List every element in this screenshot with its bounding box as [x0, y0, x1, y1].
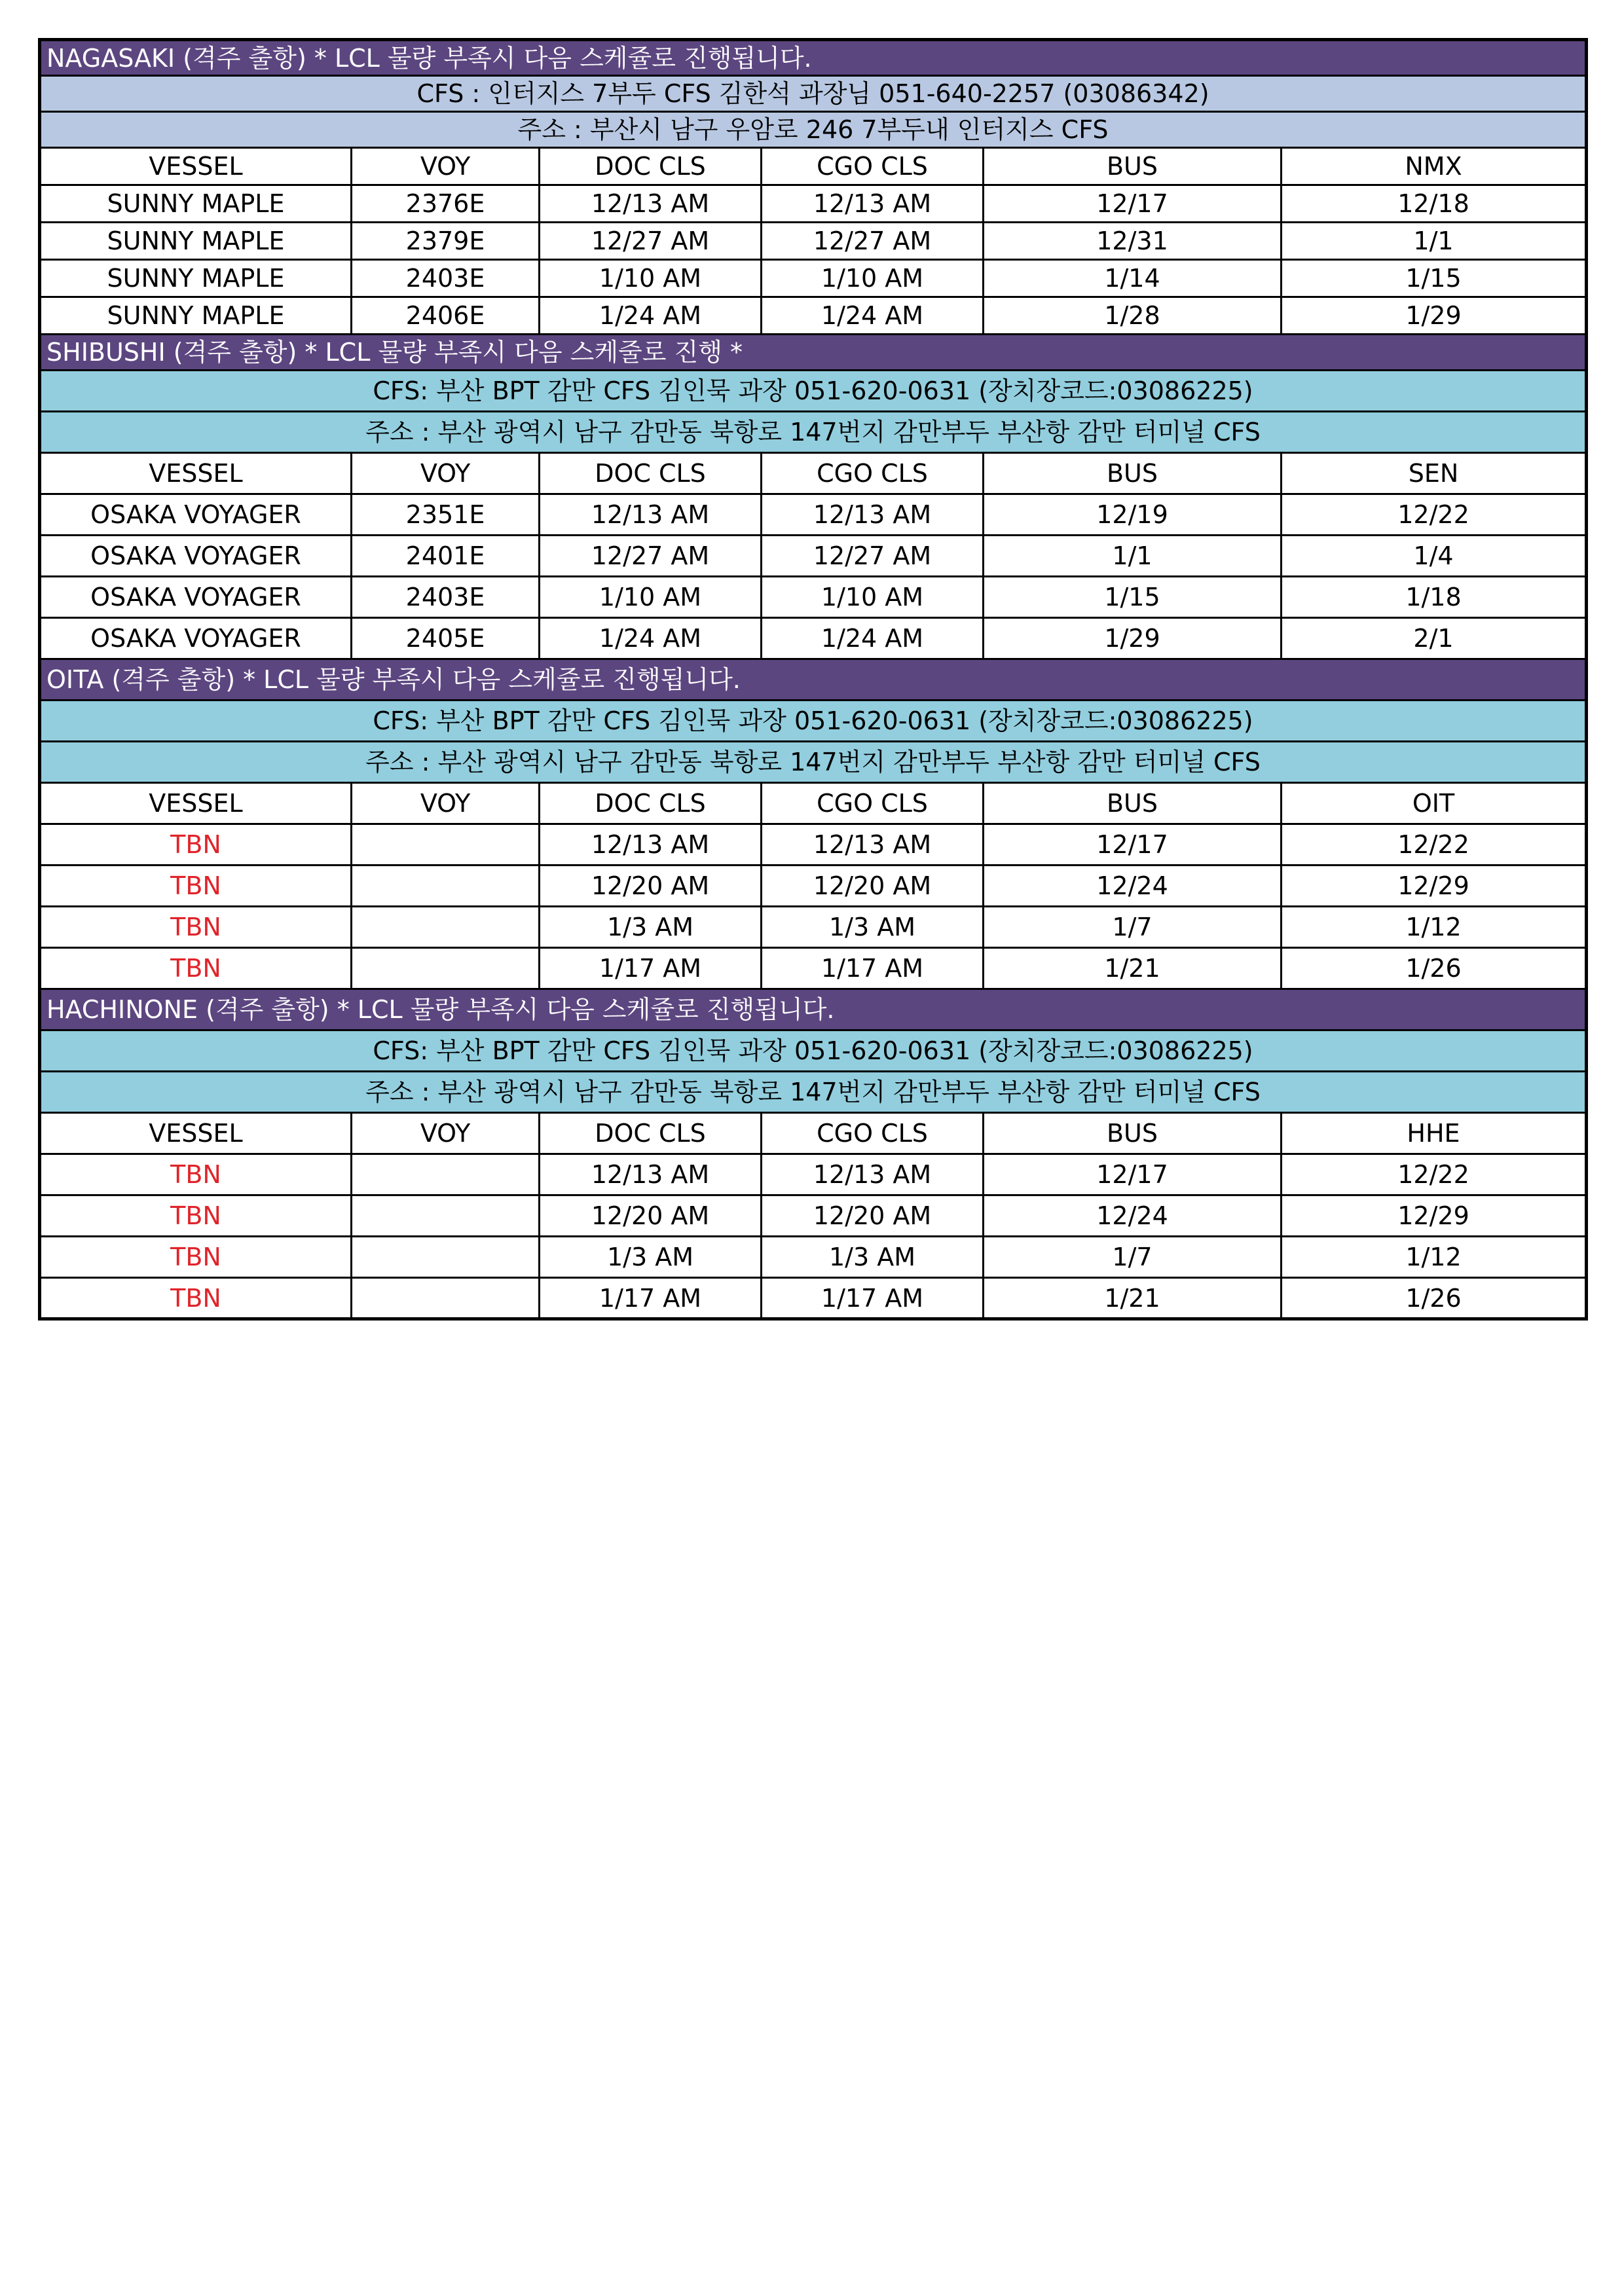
header-voy: VOY	[352, 148, 540, 185]
doc-cls-cell: 12/13 AM	[540, 824, 762, 866]
section-title-row	[40, 659, 1587, 701]
bus-cell: 12/24	[984, 866, 1282, 907]
bus-cell: 12/31	[984, 223, 1282, 260]
vessel-cell: OSAKA VOYAGER	[40, 494, 352, 536]
bus-cell: 1/21	[984, 948, 1282, 989]
destination-cell: 12/18	[1282, 185, 1587, 223]
vessel-cell: SUNNY MAPLE	[40, 297, 352, 335]
header-doc-cls: DOC CLS	[540, 453, 762, 494]
doc-cls-cell: 12/27 AM	[540, 536, 762, 577]
bus-cell: 1/14	[984, 260, 1282, 297]
vessel-cell: TBN	[40, 948, 352, 989]
header-voy: VOY	[352, 783, 540, 824]
destination-cell: 1/26	[1282, 1278, 1587, 1319]
section-title-row	[40, 989, 1587, 1030]
section-title-row	[40, 40, 1587, 76]
doc-cls-cell: 12/27 AM	[540, 223, 762, 260]
header-cgo-cls: CGO CLS	[762, 148, 984, 185]
cgo-cls-cell: 1/3 AM	[762, 907, 984, 948]
address-info: 주소 : 부산 광역시 남구 감만동 북항로 147번지 감만부두 부산항 감만 터미널 CFS	[40, 412, 1587, 453]
address-row	[40, 742, 1587, 783]
voy-cell	[352, 907, 540, 948]
cfs-info-row	[40, 701, 1587, 742]
destination-cell: 12/29	[1282, 866, 1587, 907]
address-info: 주소 : 부산 광역시 남구 감만동 북항로 147번지 감만부두 부산항 감만 터미널 CFS	[40, 1072, 1587, 1113]
cgo-cls-cell: 12/27 AM	[762, 536, 984, 577]
voy-cell	[352, 948, 540, 989]
section-title-row	[40, 335, 1587, 371]
cfs-info: CFS : 인터지스 7부두 CFS 김한석 과장님 051-640-2257 (03086342)	[40, 76, 1587, 112]
table-row	[40, 1278, 1587, 1319]
header-doc-cls: DOC CLS	[540, 148, 762, 185]
header-row	[40, 148, 1587, 185]
table-row	[40, 297, 1587, 335]
voy-cell	[352, 866, 540, 907]
table-row	[40, 907, 1587, 948]
section-title: SHIBUSHI (격주 출항) * LCL 물량 부족시 다음 스케줄로 진행 *	[40, 335, 1587, 371]
bus-cell: 12/17	[984, 185, 1282, 223]
section-title: HACHINONE (격주 출항) * LCL 물량 부족시 다음 스케쥴로 진행됩니다.	[40, 989, 1587, 1030]
table-row	[40, 494, 1587, 536]
destination-cell: 1/26	[1282, 948, 1587, 989]
vessel-cell: OSAKA VOYAGER	[40, 618, 352, 659]
vessel-cell: OSAKA VOYAGER	[40, 536, 352, 577]
voy-cell	[352, 1195, 540, 1237]
doc-cls-cell: 1/10 AM	[540, 577, 762, 618]
doc-cls-cell: 1/3 AM	[540, 1237, 762, 1278]
cgo-cls-cell: 12/13 AM	[762, 1154, 984, 1195]
header-cgo-cls: CGO CLS	[762, 783, 984, 824]
header-bus: BUS	[984, 453, 1282, 494]
doc-cls-cell: 1/17 AM	[540, 948, 762, 989]
voy-cell: 2406E	[352, 297, 540, 335]
cgo-cls-cell: 1/3 AM	[762, 1237, 984, 1278]
header-cgo-cls: CGO CLS	[762, 453, 984, 494]
table-row	[40, 185, 1587, 223]
cgo-cls-cell: 1/17 AM	[762, 948, 984, 989]
voy-cell: 2351E	[352, 494, 540, 536]
address-info: 주소 : 부산시 남구 우암로 246 7부두내 인터지스 CFS	[40, 112, 1587, 148]
doc-cls-cell: 12/13 AM	[540, 185, 762, 223]
table-row	[40, 1154, 1587, 1195]
section-title: OITA (격주 출항) * LCL 물량 부족시 다음 스케쥴로 진행됩니다.	[40, 659, 1587, 701]
bus-cell: 1/15	[984, 577, 1282, 618]
table-row	[40, 618, 1587, 659]
cgo-cls-cell: 12/13 AM	[762, 494, 984, 536]
header-bus: BUS	[984, 1113, 1282, 1154]
cfs-info-row	[40, 371, 1587, 412]
bus-cell: 12/17	[984, 1154, 1282, 1195]
doc-cls-cell: 1/10 AM	[540, 260, 762, 297]
header-destination: HHE	[1282, 1113, 1587, 1154]
header-row	[40, 783, 1587, 824]
doc-cls-cell: 12/13 AM	[540, 494, 762, 536]
header-doc-cls: DOC CLS	[540, 783, 762, 824]
destination-cell: 1/4	[1282, 536, 1587, 577]
doc-cls-cell: 12/20 AM	[540, 866, 762, 907]
vessel-cell: TBN	[40, 1237, 352, 1278]
cgo-cls-cell: 1/17 AM	[762, 1278, 984, 1319]
table-row	[40, 260, 1587, 297]
destination-cell: 12/22	[1282, 824, 1587, 866]
vessel-cell: SUNNY MAPLE	[40, 185, 352, 223]
header-destination: SEN	[1282, 453, 1587, 494]
address-row	[40, 412, 1587, 453]
doc-cls-cell: 1/24 AM	[540, 297, 762, 335]
table-row	[40, 223, 1587, 260]
header-voy: VOY	[352, 453, 540, 494]
vessel-cell: SUNNY MAPLE	[40, 223, 352, 260]
bus-cell: 12/24	[984, 1195, 1282, 1237]
cfs-info: CFS: 부산 BPT 감만 CFS 김인묵 과장 051-620-0631 (장치장코드:03086225)	[40, 701, 1587, 742]
address-row	[40, 112, 1587, 148]
header-row	[40, 453, 1587, 494]
cfs-info-row	[40, 76, 1587, 112]
cgo-cls-cell: 12/27 AM	[762, 223, 984, 260]
vessel-cell: TBN	[40, 1154, 352, 1195]
header-vessel: VESSEL	[40, 1113, 352, 1154]
destination-cell: 1/15	[1282, 260, 1587, 297]
voy-cell: 2376E	[352, 185, 540, 223]
section-title: NAGASAKI (격주 출항) * LCL 물량 부족시 다음 스케쥴로 진행됩니다.	[40, 40, 1587, 76]
table-row	[40, 1237, 1587, 1278]
header-bus: BUS	[984, 783, 1282, 824]
voy-cell	[352, 1237, 540, 1278]
vessel-cell: OSAKA VOYAGER	[40, 577, 352, 618]
voy-cell: 2405E	[352, 618, 540, 659]
destination-cell: 1/1	[1282, 223, 1587, 260]
destination-cell: 12/22	[1282, 1154, 1587, 1195]
destination-cell: 12/22	[1282, 494, 1587, 536]
header-voy: VOY	[352, 1113, 540, 1154]
bus-cell: 1/7	[984, 907, 1282, 948]
voy-cell: 2379E	[352, 223, 540, 260]
voy-cell: 2403E	[352, 260, 540, 297]
cgo-cls-cell: 12/20 AM	[762, 866, 984, 907]
doc-cls-cell: 1/24 AM	[540, 618, 762, 659]
doc-cls-cell: 12/20 AM	[540, 1195, 762, 1237]
header-bus: BUS	[984, 148, 1282, 185]
doc-cls-cell: 12/13 AM	[540, 1154, 762, 1195]
bus-cell: 1/1	[984, 536, 1282, 577]
vessel-cell: TBN	[40, 907, 352, 948]
bus-cell: 1/29	[984, 618, 1282, 659]
voy-cell: 2403E	[352, 577, 540, 618]
header-vessel: VESSEL	[40, 148, 352, 185]
vessel-cell: TBN	[40, 824, 352, 866]
cgo-cls-cell: 1/24 AM	[762, 297, 984, 335]
header-doc-cls: DOC CLS	[540, 1113, 762, 1154]
destination-cell: 12/29	[1282, 1195, 1587, 1237]
cfs-info-row	[40, 1030, 1587, 1072]
destination-cell: 1/12	[1282, 1237, 1587, 1278]
cgo-cls-cell: 1/10 AM	[762, 577, 984, 618]
cgo-cls-cell: 12/13 AM	[762, 185, 984, 223]
bus-cell: 12/17	[984, 824, 1282, 866]
header-destination: NMX	[1282, 148, 1587, 185]
schedule-table	[38, 38, 1588, 1321]
bus-cell: 12/19	[984, 494, 1282, 536]
header-destination: OIT	[1282, 783, 1587, 824]
bus-cell: 1/21	[984, 1278, 1282, 1319]
vessel-cell: TBN	[40, 1195, 352, 1237]
address-info: 주소 : 부산 광역시 남구 감만동 북항로 147번지 감만부두 부산항 감만 터미널 CFS	[40, 742, 1587, 783]
vessel-cell: SUNNY MAPLE	[40, 260, 352, 297]
header-cgo-cls: CGO CLS	[762, 1113, 984, 1154]
table-row	[40, 948, 1587, 989]
table-row	[40, 577, 1587, 618]
table-row	[40, 866, 1587, 907]
schedule-sheet	[38, 38, 1585, 1321]
cfs-info: CFS: 부산 BPT 감만 CFS 김인묵 과장 051-620-0631 (장치장코드:03086225)	[40, 1030, 1587, 1072]
doc-cls-cell: 1/3 AM	[540, 907, 762, 948]
voy-cell: 2401E	[352, 536, 540, 577]
bus-cell: 1/7	[984, 1237, 1282, 1278]
cgo-cls-cell: 1/10 AM	[762, 260, 984, 297]
vessel-cell: TBN	[40, 866, 352, 907]
destination-cell: 1/12	[1282, 907, 1587, 948]
cgo-cls-cell: 1/24 AM	[762, 618, 984, 659]
voy-cell	[352, 824, 540, 866]
address-row	[40, 1072, 1587, 1113]
voy-cell	[352, 1154, 540, 1195]
table-row	[40, 1195, 1587, 1237]
destination-cell: 2/1	[1282, 618, 1587, 659]
doc-cls-cell: 1/17 AM	[540, 1278, 762, 1319]
header-row	[40, 1113, 1587, 1154]
vessel-cell: TBN	[40, 1278, 352, 1319]
cgo-cls-cell: 12/13 AM	[762, 824, 984, 866]
bus-cell: 1/28	[984, 297, 1282, 335]
table-row	[40, 536, 1587, 577]
voy-cell	[352, 1278, 540, 1319]
cfs-info: CFS: 부산 BPT 감만 CFS 김인묵 과장 051-620-0631 (장치장코드:03086225)	[40, 371, 1587, 412]
destination-cell: 1/18	[1282, 577, 1587, 618]
header-vessel: VESSEL	[40, 783, 352, 824]
destination-cell: 1/29	[1282, 297, 1587, 335]
header-vessel: VESSEL	[40, 453, 352, 494]
table-row	[40, 824, 1587, 866]
cgo-cls-cell: 12/20 AM	[762, 1195, 984, 1237]
